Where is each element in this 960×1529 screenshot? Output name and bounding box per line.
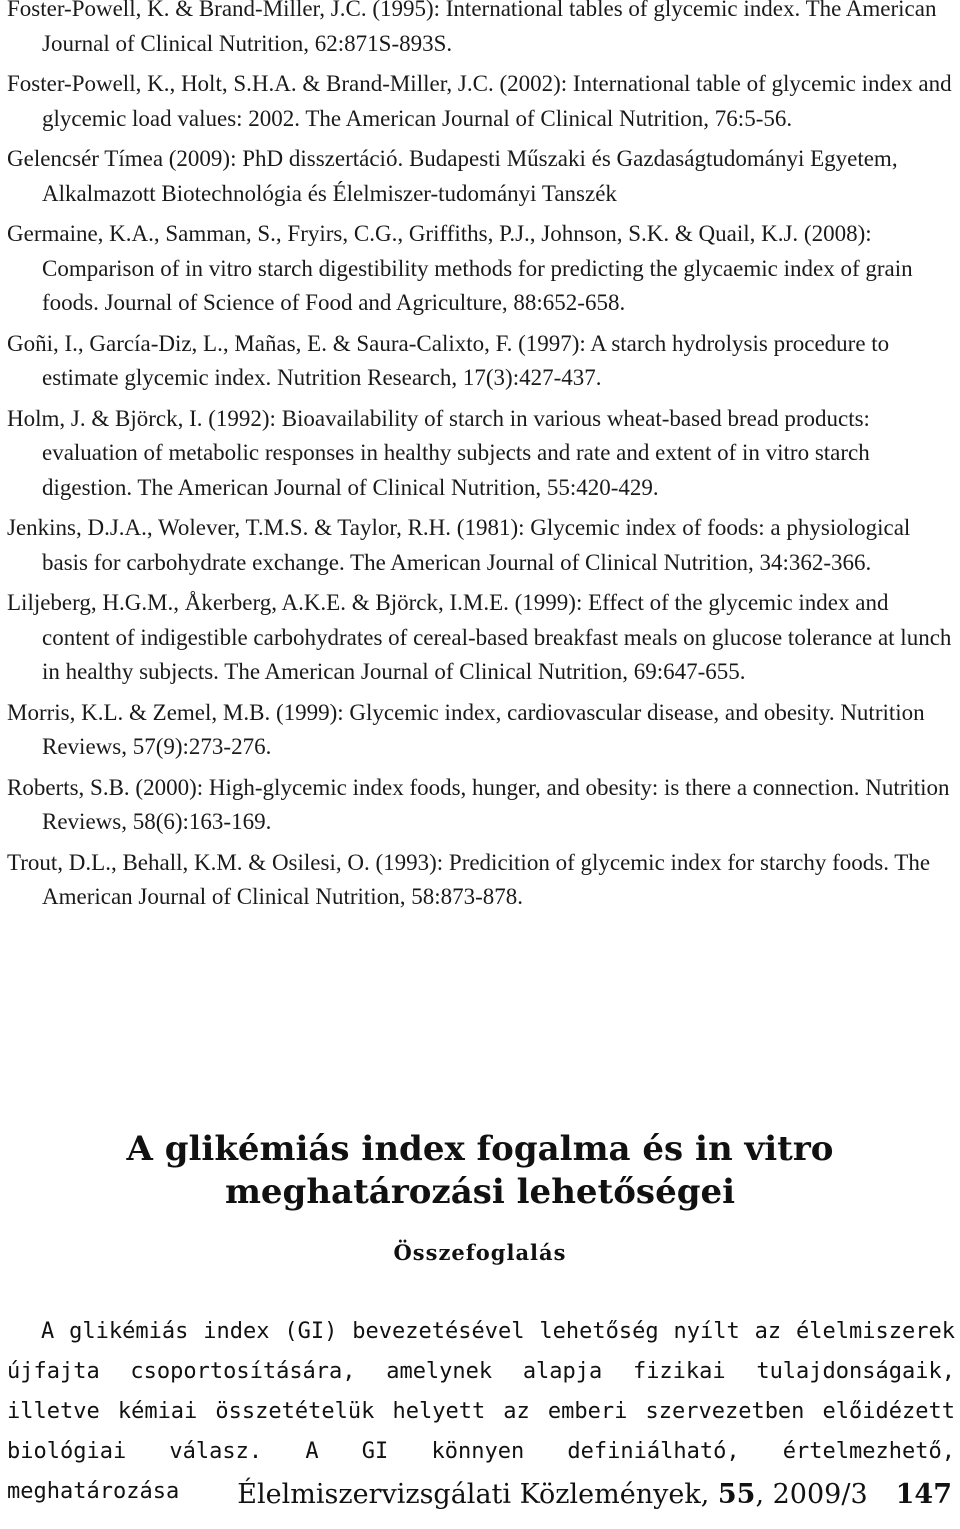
reference-list	[7, 0, 953, 921]
article-title-line-2: meghatározási lehetőségei	[224, 1172, 736, 1212]
journal-issue: , 2009/3	[755, 1479, 868, 1510]
reference-item: Jenkins, D.J.A., Wolever, T.M.S. & Taylor, R.H. (1981): Glycemic index of foods: a physiological basis for carbohydrate exchange. The American Journal of Clinical Nutrition, 34:362-366.	[7, 515, 911, 575]
article-title-line-1: A glikémiás index fogalma és in vitro	[126, 1129, 834, 1169]
reference-item: Liljeberg, H.G.M., Åkerberg, A.K.E. & Björck, I.M.E. (1999): Effect of the glycemic index and content of indigestible carbohydrates of cereal-based breakfast meals on glucose tolerance at lunch in healthy subjects. The American Journal of Clinical Nutrition, 69:647-655.	[7, 590, 952, 684]
section-heading: Összefoglalás	[393, 1240, 567, 1265]
reference-item: Germaine, K.A., Samman, S., Fryirs, C.G., Griffiths, P.J., Johnson, S.K. & Quail, K.J. (2008): Comparison of in vitro starch digestibility methods for predicting the glycaemic index of grain foods. Journal of Science of Food and Agriculture, 88:652-658.	[7, 221, 913, 315]
article-title	[0, 1128, 960, 1214]
page-footer	[0, 1475, 952, 1515]
reference-item: Goñi, I., García-Diz, L., Mañas, E. & Saura-Calixto, F. (1997): A starch hydrolysis procedure to estimate glycemic index. Nutrition Research, 17(3):427-437.	[7, 330, 890, 390]
reference-item: Foster-Powell, K. & Brand-Miller, J.C. (1995): International tables of glycemic index. The American Journal of Clinical Nutrition, 62:871S-893S.	[7, 0, 937, 56]
abstract-paragraph: A glikémiás index (GI) bevezetésével lehetőség nyílt az élelmiszerek újfajta csoportosítására, amelynek alapja fizikai tulajdonságaik, illetve kémiai összetételük helyett az emberi szervezetben előidézett biológiai válasz. A GI könnyen definiálható, értelmezhető, meghatározása	[7, 1319, 955, 1504]
reference-item: Roberts, S.B. (2000): High-glycemic index foods, hunger, and obesity: is there a connection. Nutrition Reviews, 58(6):163-169.	[7, 774, 950, 834]
reference-item: Gelencsér Tímea (2009): PhD disszertáció. Budapesti Műszaki és Gazdaságtudományi Egyetem, Alkalmazott Biotechnológia és Élelmiszer-tudományi Tanszék	[7, 146, 898, 206]
reference-item: Trout, D.L., Behall, K.M. & Osilesi, O. (1993): Predicition of glycemic index for starchy foods. The American Journal of Clinical Nutrition, 58:873-878.	[7, 849, 931, 909]
journal-volume: 55	[717, 1479, 756, 1510]
reference-item: Foster-Powell, K., Holt, S.H.A. & Brand-Miller, J.C. (2002): International table of glycemic index and glycemic load values: 2002. The American Journal of Clinical Nutrition, 76:5-56.	[7, 71, 952, 131]
reference-item: Morris, K.L. & Zemel, M.B. (1999): Glycemic index, cardiovascular disease, and obesity. Nutrition Reviews, 57(9):273-276.	[7, 699, 925, 759]
reference-item: Holm, J. & Björck, I. (1992): Bioavailability of starch in various wheat-based bread products: evaluation of metabolic responses in healthy subjects and rate and extent of in vitro starch digestion. The American Journal of Clinical Nutrition, 55:420-429.	[7, 405, 870, 500]
journal-name: Élelmiszervizsgálati Közlemények,	[237, 1479, 718, 1510]
page-number: 147	[895, 1479, 952, 1510]
